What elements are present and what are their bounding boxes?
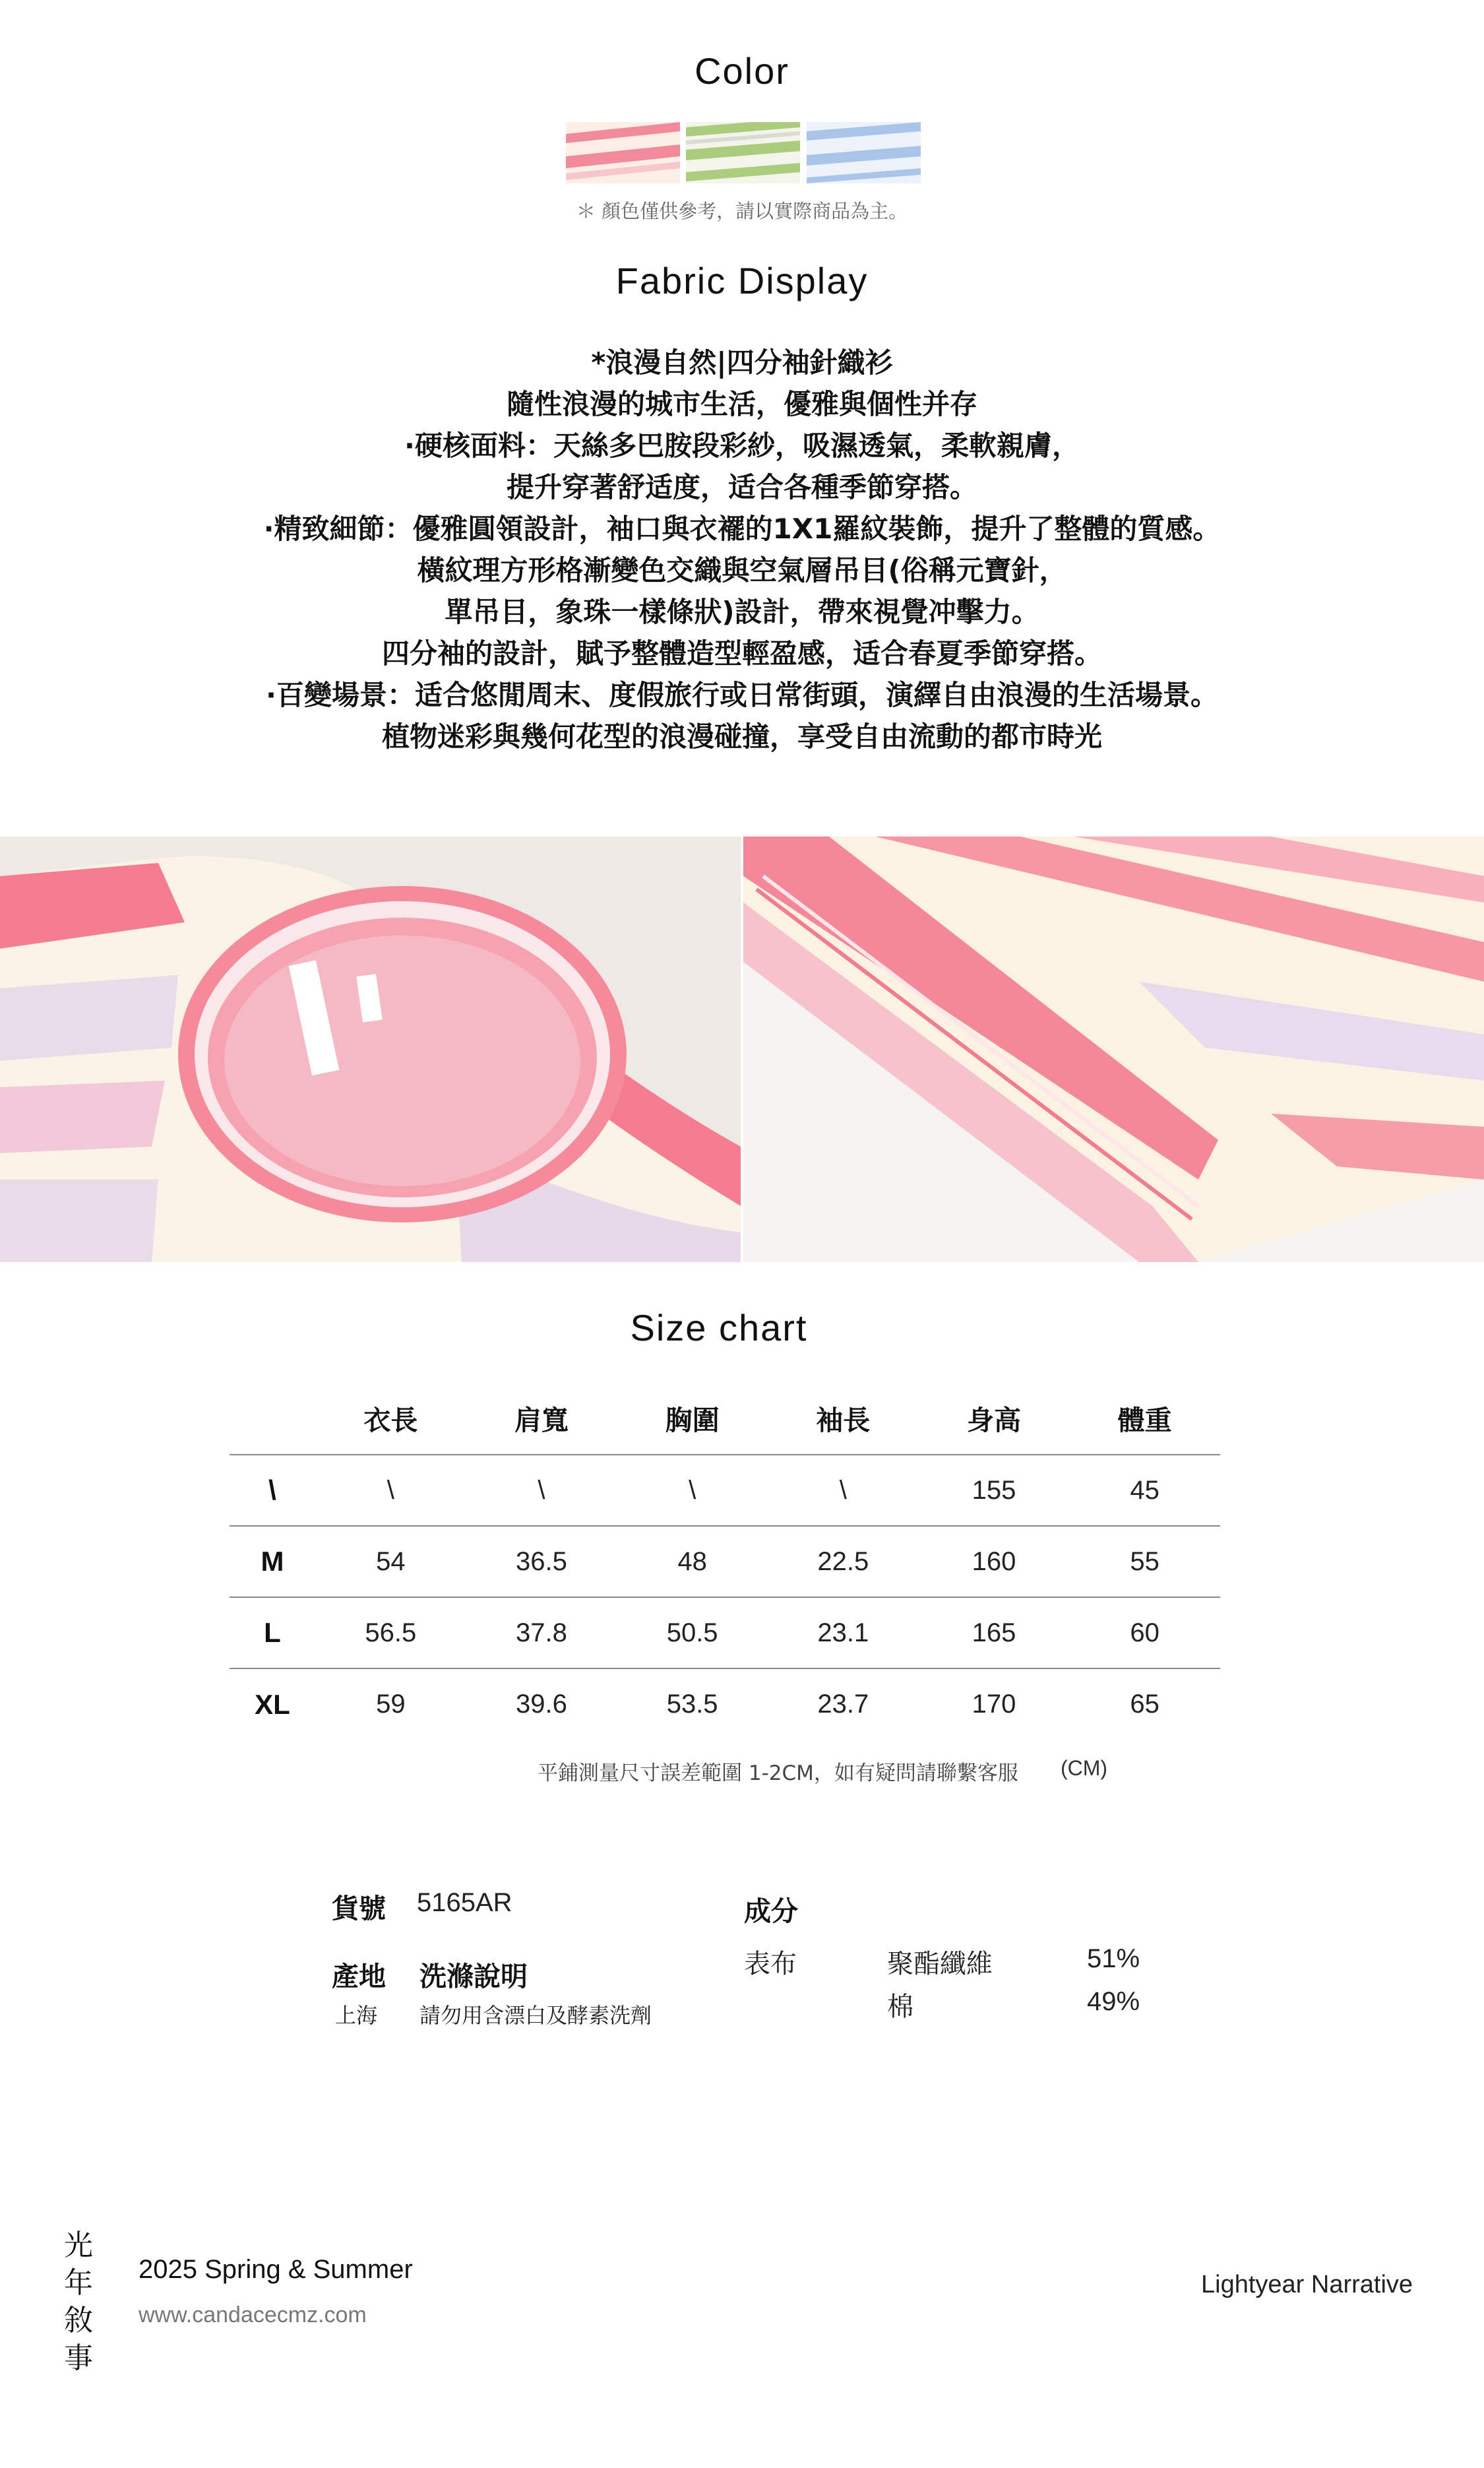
header-cell: 肩寬: [466, 1382, 617, 1455]
material-pct: 49%: [1087, 1987, 1140, 2016]
desc-line: ·精致細節：優雅圓領設計，袖口與衣襬的1X1羅紋裝飾，提升了整體的質感。: [263, 513, 1221, 545]
shell-label: 表布: [744, 1949, 797, 1979]
table-row: [230, 1526, 1220, 1597]
swatch-blue[interactable]: [807, 122, 921, 183]
table-cell: 23.7: [817, 1690, 869, 1719]
header-cell: 身高: [919, 1382, 1070, 1455]
table-cell: 45: [1069, 1455, 1220, 1526]
table-cell: \: [315, 1455, 466, 1526]
header-cell: 胸圍: [617, 1382, 768, 1455]
material-name: 聚酯纖維: [887, 1949, 993, 1979]
wash-label: 洗滌說明: [419, 1961, 528, 1992]
table-row: [230, 1455, 1220, 1526]
table-cell: 59: [376, 1690, 406, 1719]
brand-char: 敘: [64, 2304, 93, 2337]
swatch-green[interactable]: [686, 122, 800, 183]
item-no-label: 貨號: [332, 1893, 386, 1924]
size-note: 平鋪測量尺寸誤差範圍 1-2CM，如有疑問請聯繫客服: [538, 1761, 1018, 1785]
header-cell: [230, 1382, 315, 1455]
size-unit: (CM): [1061, 1756, 1108, 1780]
size-label: M: [230, 1526, 315, 1597]
origin-label: 產地: [332, 1961, 386, 1992]
item-no-value: 5165AR: [417, 1888, 512, 1917]
table-cell: 170: [972, 1690, 1016, 1719]
size-header-row: [230, 1382, 1220, 1455]
brand-char: 光: [64, 2229, 93, 2262]
collar-photo: [0, 837, 741, 1262]
size-title: Size chart: [630, 1307, 808, 1348]
table-cell: 39.6: [516, 1690, 567, 1719]
table-cell: \: [617, 1455, 768, 1526]
table-cell: 54: [315, 1526, 466, 1597]
wash-value: 請勿用含漂白及酵素洗劑: [419, 2003, 652, 2028]
table-row: [230, 1668, 1220, 1740]
table-cell: 60: [1069, 1597, 1220, 1668]
table-cell: 36.5: [466, 1526, 617, 1597]
desc-line: 單吊目，象珠一樣條狀)設計，帶來視覺冲擊力。: [445, 596, 1039, 628]
table-cell: 165: [919, 1597, 1070, 1668]
brand-char: 事: [64, 2341, 93, 2375]
desc-line: ·百變場景：适合悠閒周末、度假旅行或日常街頭，演繹自由浪漫的生活場景。: [266, 679, 1218, 711]
desc-line: *浪漫自然|四分袖針織衫: [591, 346, 893, 379]
fabric-description: [0, 342, 1484, 757]
table-cell: 155: [919, 1455, 1070, 1526]
table-row: [230, 1597, 1220, 1668]
material-name: 棉: [887, 1992, 913, 2022]
header-cell: 袖長: [768, 1382, 919, 1455]
table-cell: 50.5: [617, 1597, 768, 1668]
desc-line: 四分袖的設計，賦予整體造型輕盈感，适合春夏季節穿搭。: [381, 637, 1102, 670]
header-cell: 體重: [1069, 1382, 1220, 1455]
swatch-pink[interactable]: [566, 122, 680, 183]
website-link[interactable]: www.candacecmz.com: [139, 2302, 367, 2327]
desc-line: ·硬核面料：天絲多巴胺段彩紗，吸濕透氣，柔軟親膚，: [404, 429, 1080, 462]
brand-english-name: Lightyear Narrative: [1201, 2271, 1413, 2298]
composition-label: 成分: [744, 1895, 798, 1927]
table-cell: 22.5: [768, 1526, 919, 1597]
table-cell: 56.5: [315, 1597, 466, 1668]
size-label: \: [230, 1455, 315, 1526]
table-cell: 53.5: [666, 1690, 718, 1719]
table-cell: 23.1: [768, 1597, 919, 1668]
desc-line: 提升穿著舒适度，适合各種季節穿搭。: [506, 471, 977, 503]
table-cell: 65: [1130, 1690, 1159, 1719]
brand-vertical-logo: [62, 2227, 95, 2377]
color-title: Color: [695, 50, 789, 92]
origin-value: 上海: [335, 2003, 378, 2028]
desc-line: 橫紋理方形格漸變色交織與空氣層吊目(俗稱元寶針，: [417, 554, 1067, 586]
table-cell: \: [466, 1455, 617, 1526]
desc-line: 植物迷彩與幾何花型的浪漫碰撞，享受自由流動的都市時光: [381, 720, 1102, 753]
size-table: [230, 1382, 1220, 1740]
size-label: XL: [255, 1688, 290, 1720]
table-cell: 160: [919, 1526, 1070, 1597]
header-cell: 衣長: [315, 1382, 466, 1455]
hem-photo: [743, 837, 1484, 1262]
season-label: 2025 Spring & Summer: [139, 2255, 413, 2284]
fabric-title: Fabric Display: [615, 260, 869, 301]
table-cell: 55: [1069, 1526, 1220, 1597]
material-pct: 51%: [1087, 1944, 1140, 1973]
desc-line: 隨性浪漫的城市生活，優雅與個性并存: [506, 388, 977, 420]
table-cell: 37.8: [466, 1597, 617, 1668]
table-cell: \: [768, 1455, 919, 1526]
color-note: ＊ 顏色僅供參考，請以實際商品為主。: [576, 200, 908, 222]
size-label: L: [230, 1597, 315, 1668]
table-cell: 48: [617, 1526, 768, 1597]
brand-char: 年: [64, 2266, 93, 2300]
